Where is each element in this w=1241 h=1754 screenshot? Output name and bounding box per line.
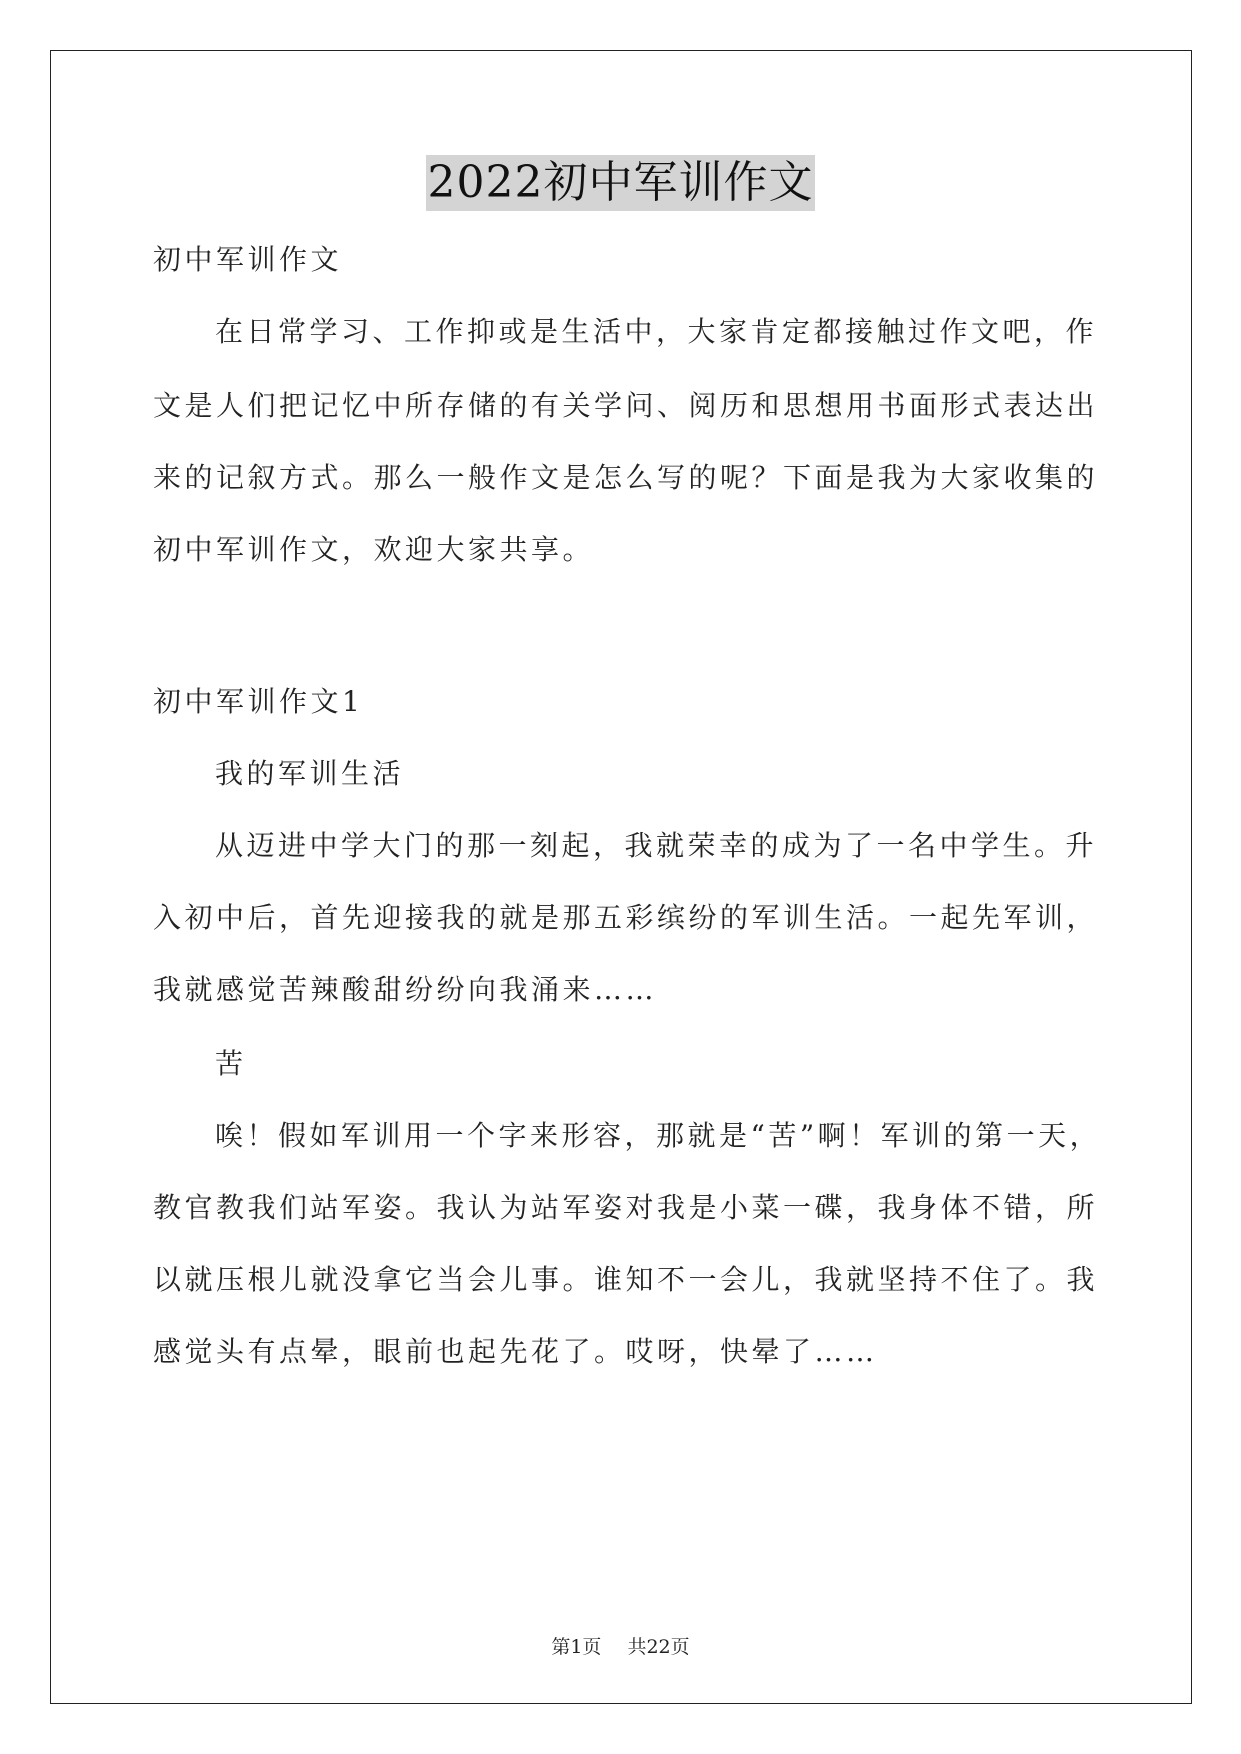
- title-container: [0, 155, 1241, 211]
- paragraph-line: 入初中后，首先迎接我的就是那五彩缤纷的军训生活。一起先军训，: [153, 901, 1099, 934]
- page-border: [50, 50, 1192, 1704]
- paragraph-line: 在日常学习、工作抑或是生活中，大家肯定都接触过作文吧，作: [215, 315, 1098, 348]
- page-total: 共22页: [627, 1636, 690, 1658]
- essay-subtitle: 我的军训生活: [215, 757, 405, 790]
- page-number: 第1页: [551, 1636, 602, 1658]
- page-footer: [0, 1632, 1241, 1659]
- paragraph-line: 从迈进中学大门的那一刻起，我就荣幸的成为了一名中学生。升: [215, 829, 1098, 862]
- paragraph-line: 我就感觉苦辣酸甜纷纷向我涌来……: [153, 973, 658, 1006]
- document-title: 2022初中军训作文: [426, 155, 816, 211]
- paragraph-line: 来的记叙方式。那么一般作文是怎么写的呢？下面是我为大家收集的: [153, 461, 1099, 494]
- subsection-heading: 苦: [215, 1047, 247, 1080]
- section-heading: 初中军训作文1: [153, 685, 364, 718]
- paragraph-line: 感觉头有点晕，眼前也起先花了。哎呀，快晕了……: [153, 1335, 878, 1368]
- paragraph-line: 初中军训作文，欢迎大家共享。: [153, 533, 595, 566]
- paragraph-line: 唉！假如军训用一个字来形容，那就是“苦”啊！军训的第一天，: [215, 1119, 1102, 1152]
- paragraph-line: 以就压根儿就没拿它当会儿事。谁知不一会儿，我就坚持不住了。我: [153, 1263, 1099, 1296]
- paragraph-line: 教官教我们站军姿。我认为站军姿对我是小菜一碟，我身体不错，所: [153, 1191, 1099, 1224]
- paragraph-line: 文是人们把记忆中所存储的有关学问、阅历和思想用书面形式表达出: [153, 389, 1099, 422]
- section-heading: 初中军训作文: [153, 243, 343, 276]
